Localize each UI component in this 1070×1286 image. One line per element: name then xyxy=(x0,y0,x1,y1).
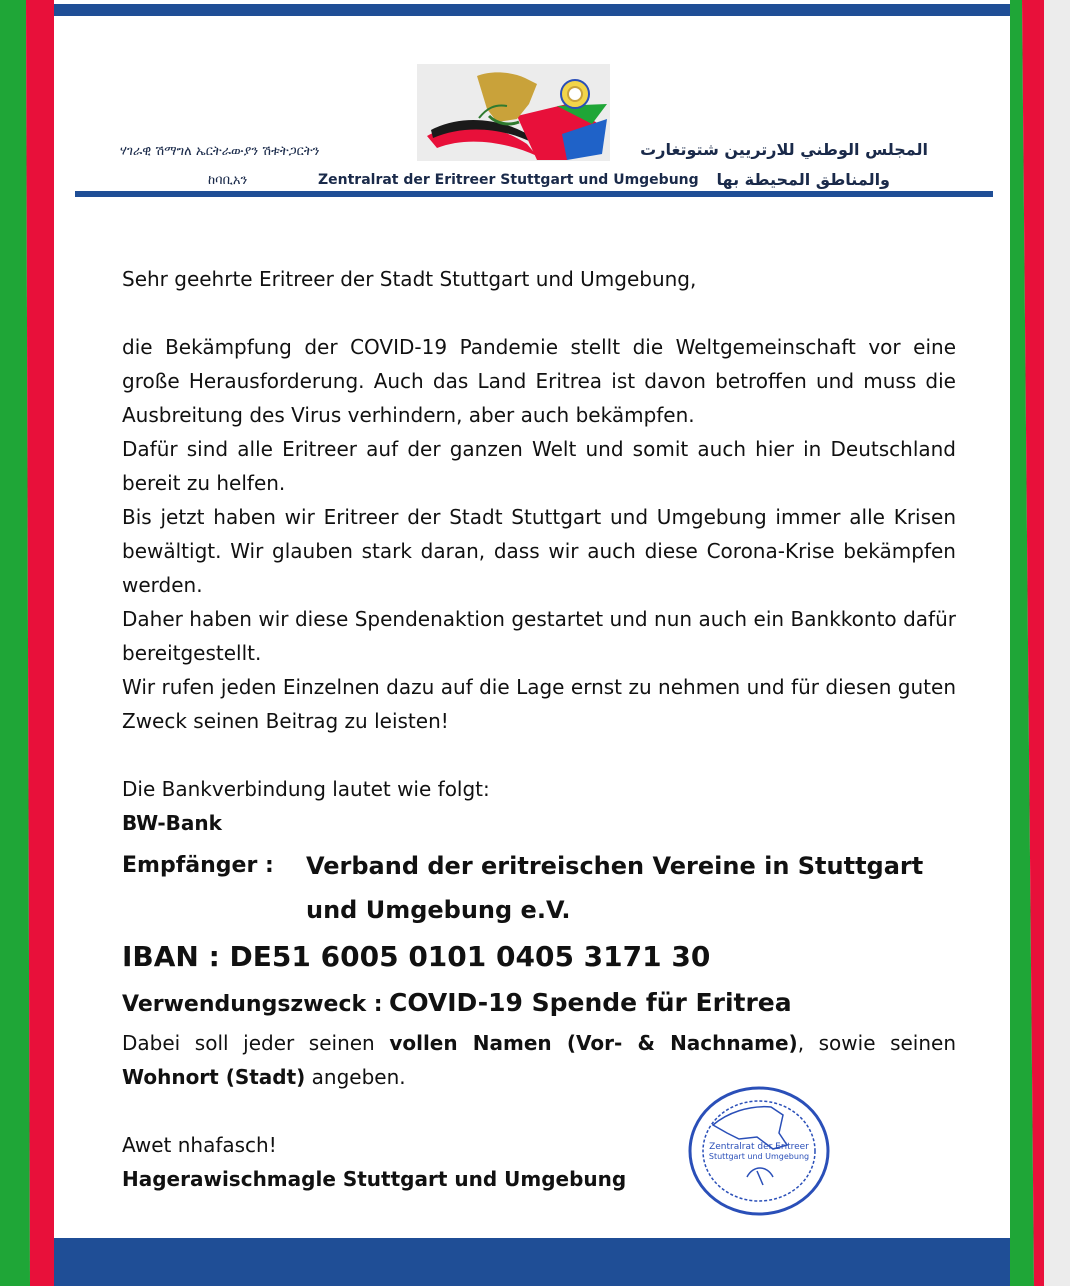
iban: IBAN : DE51 6005 0101 0405 3171 30 xyxy=(122,940,711,973)
instruction-full-name: vollen Namen (Vor- & Nachname) xyxy=(389,1031,798,1055)
spacer xyxy=(122,738,956,772)
paragraph-donation: Daher haben wir diese Spendenaktion gestartet und nun auch ein Bankkonto dafür bereitgestellt. xyxy=(122,607,956,665)
instruction-text-3: angeben. xyxy=(305,1065,406,1089)
bottom-blue-band xyxy=(54,1238,1010,1286)
letterhead-tigrinya-line-2: ከባቢአን xyxy=(208,173,248,188)
paragraph-appeal: Wir rufen jeden Einzelnen dazu auf die Lage ernst zu nehmen und für diesen guten Zweck seinen Beitrag zu leisten! xyxy=(122,675,956,733)
bank-intro: Die Bankverbindung lautet wie folgt: xyxy=(122,777,490,801)
recipient-value: Verband der eritreischen Vereine in Stuttgart und Umgebung e.V. xyxy=(306,852,924,924)
salutation: Sehr geehrte Eritreer der Stadt Stuttgart und Umgebung, xyxy=(122,267,697,291)
name-instruction xyxy=(122,1026,956,1094)
bank-name: BW-Bank xyxy=(122,811,222,835)
spacer xyxy=(122,296,956,330)
closing: Awet nhafasch! xyxy=(122,1133,277,1157)
purpose-label: Verwendungszweck : xyxy=(122,992,383,1017)
letterhead-tigrinya-line-1: ሃገራዊ ሽማግለ ኤርትራውያን ሽቱትጋርትን xyxy=(120,144,320,159)
letterhead-arabic-line-2: والمناطق المحيطة بها xyxy=(716,170,890,189)
official-seal xyxy=(687,1085,831,1217)
letterhead-arabic-line-1: المجلس الوطني للارتريين شتوتغارت xyxy=(640,140,928,159)
organization-logo xyxy=(417,64,610,161)
recipient-label: Empfänger : xyxy=(122,853,274,878)
seal-text-1: Zentralrat der Eritreer xyxy=(709,1142,809,1152)
instruction-text-1: Dabei soll jeder seinen xyxy=(122,1031,390,1055)
paragraph-pandemic: die Bekämpfung der COVID-19 Pandemie stellt die Weltgemeinschaft vor eine große Herausforderung. Auch das Land Eritrea ist davon betroffen und muss die Ausbreitung des Virus verhindern, aber auch bekämpfen. xyxy=(122,335,956,427)
purpose-value: COVID-19 Spende für Eritrea xyxy=(388,988,792,1017)
top-blue-band xyxy=(54,4,1010,16)
signature: Hagerawischmagle Stuttgart und Umgebung xyxy=(122,1167,627,1191)
instruction-text-2: , sowie seinen xyxy=(797,1031,957,1055)
seal-text-2: Stuttgart und Umgebung xyxy=(708,1152,810,1161)
paragraph-crises: Bis jetzt haben wir Eritreer der Stadt Stuttgart und Umgebung immer alle Krisen bewältigt. Wir glauben stark daran, dass wir auch diese Corona-Krise bekämpfen werden. xyxy=(122,505,956,597)
purpose-row xyxy=(122,982,956,1026)
letter-body xyxy=(122,262,956,1196)
recipient-row xyxy=(122,844,956,932)
instruction-residence: Wohnort (Stadt) xyxy=(122,1065,306,1089)
letterhead-divider xyxy=(75,191,993,197)
letterhead-german-name: Zentralrat der Eritreer Stuttgart und Umgebung xyxy=(318,172,699,188)
paragraph-help: Dafür sind alle Eritreer auf der ganzen Welt und somit auch hier in Deutschland bereit zu helfen. xyxy=(122,437,956,495)
